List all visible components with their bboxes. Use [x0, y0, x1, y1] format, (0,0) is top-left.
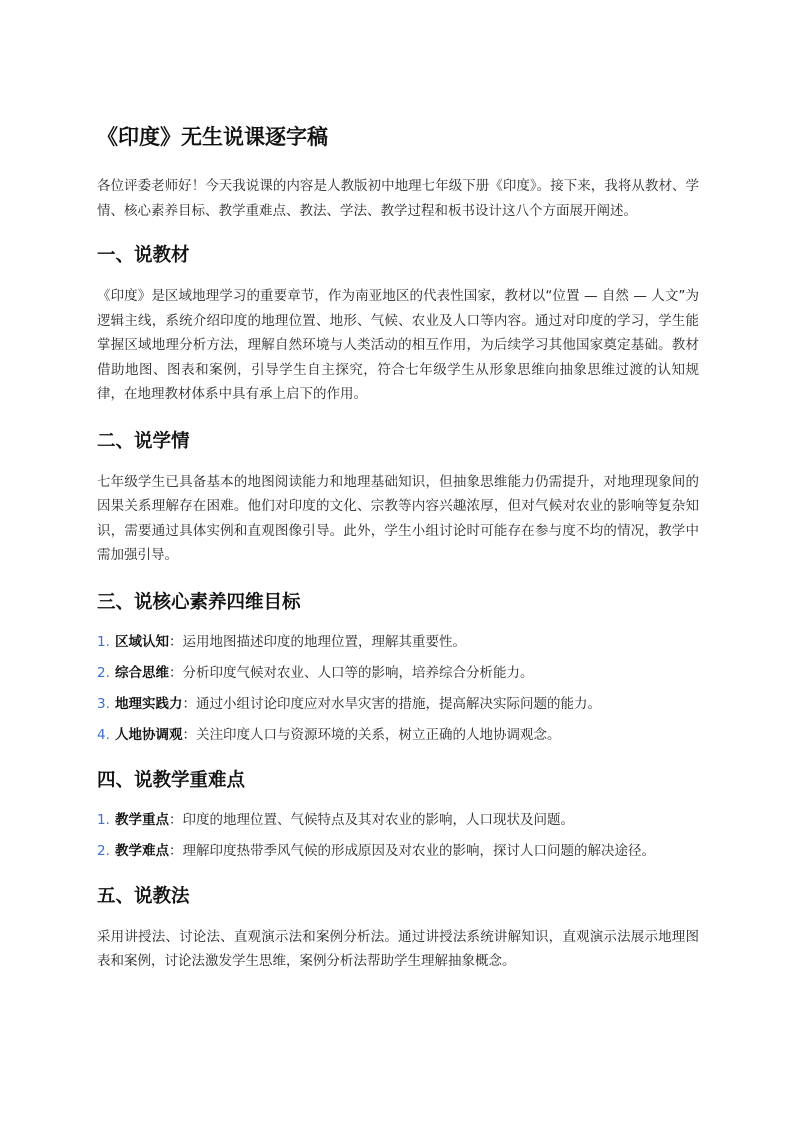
list-item	[97, 662, 699, 684]
list-number: 4.	[97, 726, 110, 743]
list-text: ：通过小组讨论印度应对水旱灾害的措施，提高解决实际问题的能力。	[182, 695, 601, 712]
section-paragraph-textbook: 《印度》是区域地理学习的重要章节，作为南亚地区的代表性国家，教材以“位置 — 自然 — 人文”为逻辑主线，系统介绍印度的地理位置、地形、气候、农业及人口等内容。通过对印度的学习，学生能掌握区域地理分析方法，理解自然环境与人类活动的相互作用，为后续学习其他国家奠定基础。教材借助地图、图表和案例，引导学生自主探究，符合七年级学生从形象思维向抽象思维过渡的认知规律，在地理教材体系中具有承上启下的作用。	[97, 288, 699, 402]
list-term: 地理实践力	[115, 695, 183, 712]
section-heading-key-points: 四、说教学重难点	[97, 769, 246, 791]
list-item	[97, 693, 699, 715]
key-points-list	[97, 809, 699, 862]
list-term: 人地协调观	[115, 726, 183, 743]
list-item	[97, 631, 699, 653]
list-item	[97, 840, 699, 862]
list-text: ：关注印度人口与资源环境的关系，树立正确的人地协调观念。	[182, 726, 561, 743]
list-text: ：印度的地理位置、气候特点及其对农业的影响，人口现状及问题。	[169, 811, 574, 828]
list-text: ：分析印度气候对农业、人口等的影响，培养综合分析能力。	[169, 664, 534, 681]
section-heading-textbook: 一、说教材	[97, 245, 190, 266]
list-text: ：运用地图描述印度的地理位置，理解其重要性。	[169, 633, 466, 650]
section-heading-objectives: 三、说核心素养四维目标	[97, 591, 301, 613]
list-item	[97, 724, 699, 746]
list-term: 教学难点	[115, 842, 169, 859]
section-heading-methods: 五、说教法	[97, 885, 190, 907]
list-number: 2.	[97, 842, 110, 859]
list-term: 综合思维	[115, 664, 169, 681]
list-number: 3.	[97, 695, 110, 712]
document-page	[97, 122, 699, 974]
list-number: 1.	[97, 811, 110, 828]
list-number: 1.	[97, 633, 110, 650]
section-paragraph-methods: 采用讲授法、讨论法、直观演示法和案例分析法。通过讲授法系统讲解知识，直观演示法展示地理图表和案例，讨论法激发学生思维，案例分析法帮助学生理解抽象概念。	[97, 928, 699, 969]
list-term: 教学重点	[115, 811, 169, 828]
objectives-list	[97, 631, 699, 746]
list-number: 2.	[97, 664, 110, 681]
section-heading-students: 二、说学情	[97, 430, 190, 452]
list-item	[97, 809, 699, 831]
intro-paragraph: 各位评委老师好！今天我说课的内容是人教版初中地理七年级下册《印度》。接下来，我将从教材、学情、核心素养目标、教学重难点、教法、学法、教学过程和板书设计这八个方面展开阐述。	[97, 178, 699, 219]
section-paragraph-students: 七年级学生已具备基本的地图阅读能力和地理基础知识，但抽象思维能力仍需提升，对地理现象间的因果关系理解存在困难。他们对印度的文化、宗教等内容兴趣浓厚，但对气候对农业的影响等复杂知识，需要通过具体实例和直观图像引导。此外，学生小组讨论时可能存在参与度不均的情况，教学中需加强引导。	[97, 473, 699, 563]
list-term: 区域认知	[115, 633, 169, 650]
list-text: ：理解印度热带季风气候的形成原因及对农业的影响，探讨人口问题的解决途径。	[169, 842, 655, 859]
page-title: 《印度》无生说课逐字稿	[97, 125, 328, 149]
